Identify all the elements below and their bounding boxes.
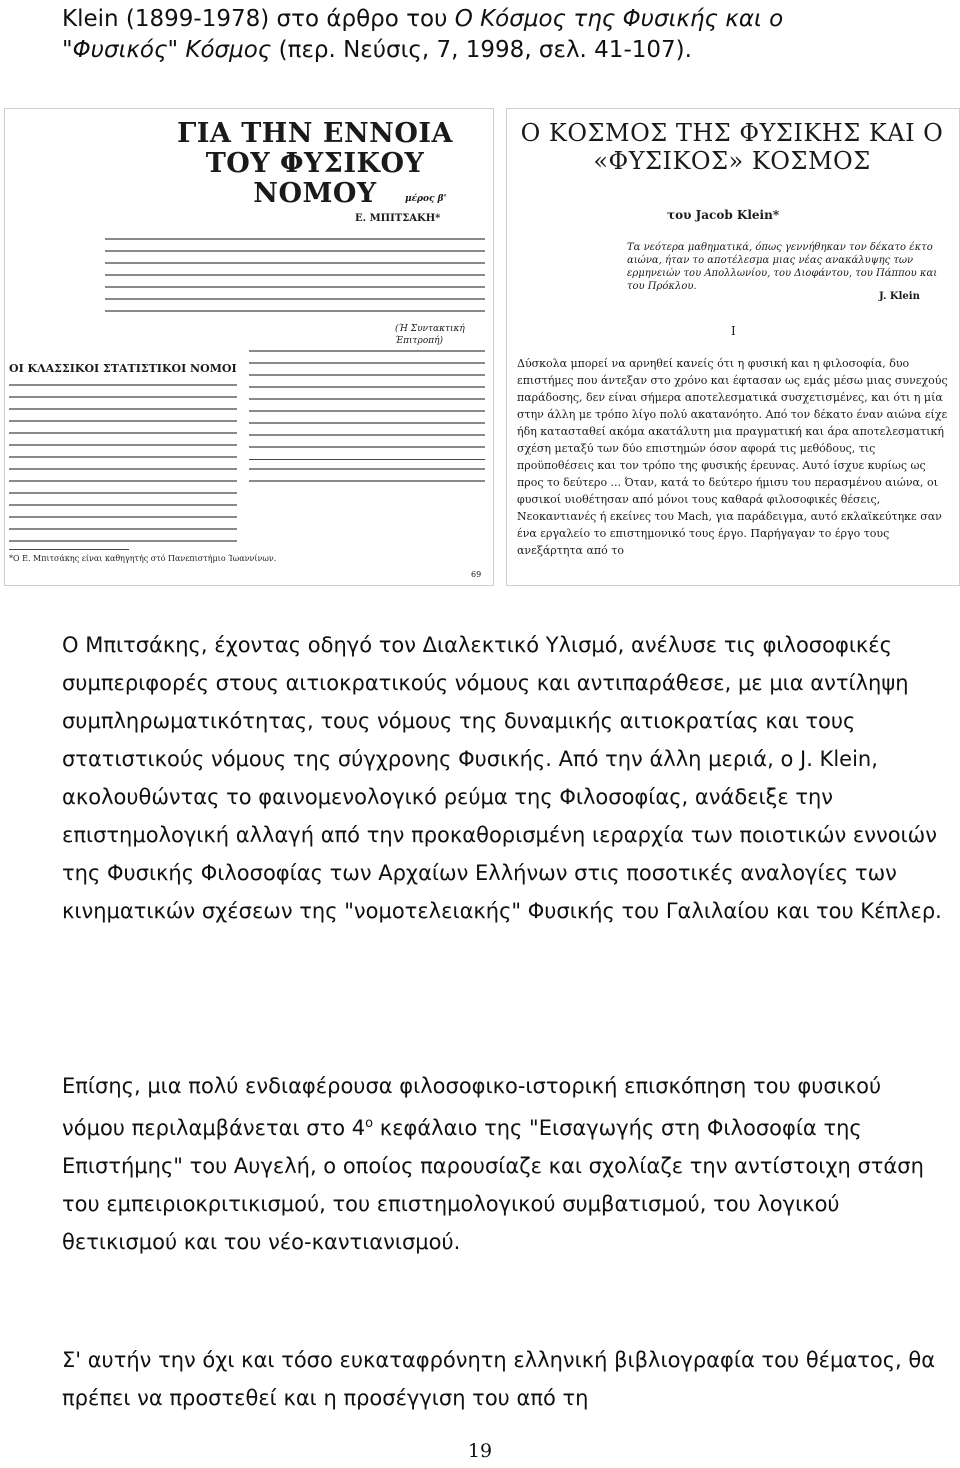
scan-left-author: Ε. ΜΠΙΤΣΑΚΗ*	[355, 213, 441, 224]
scan-left-col1-text	[9, 381, 237, 543]
scanned-article-klein	[506, 108, 960, 586]
scan-left-part: μέρος β'	[405, 194, 447, 204]
scan-left-intro-text	[105, 235, 485, 319]
scan-right-section-numeral: I	[731, 324, 736, 338]
header-article-title: Ο Κόσμος της Φυσικής και ο	[454, 6, 784, 32]
scan-left-col2-text	[249, 347, 485, 451]
header-line-2	[62, 35, 942, 66]
paragraph-3	[62, 1341, 942, 1417]
header-article-title-cont: "Φυσικός" Κόσμος	[62, 37, 272, 63]
scan-right-body: Δύσκολα μπορεί να αρνηθεί κανείς ότι η φυσική και η φιλοσοφία, δυο επιστήμες που άντεξαν στο χρόνο και έφτασαν ως εμάς μέσω μιας συνεχούς παράδοσης, δεν είναι σήμερα αποτελεσματικά συσχετισμένες, και ότι η μία στην άλλη με τρόπο λίγο πολύ ακατανόητο. Από τον δέκατο έναν αιώνα είχε ήδη κατασταθεί ακόμα ακατάλυτη μια πραγματική και άρα αποτελεσματική σχέση μεταξύ των δύο επιστημών όσον αφορά τις μεθόδους, τις προϋποθέσεις και τον τρόπο της φυσικής έρευνας. Αυτό ίσχυε κυρίως ως προς το δεύτερο ... Όταν, κατά το δεύτερο ήμισυ του περασμένου αιώνα, οι φυσικοί υιοθέτησαν από μόνοι τους καθαρά φιλοσοφικές θέσεις, Νεοκαντιανές ή εκείνες του Mach, για παράδειγμα, αυτό εκλαϊκεύτηκε σαν ένα εργαλείο το επιστημονικό τους έργο. Παρήγαγαν το έργο τους ανεξάρτητα από το	[517, 357, 948, 557]
paragraph-1	[62, 626, 942, 930]
paragraph-2-text	[62, 1067, 942, 1261]
paragraph-2	[62, 1067, 942, 1261]
paragraph-2-part-1: Επίσης, μια πολύ ενδιαφέρουσα φιλοσοφικο-ιστορική επισκόπηση του φυσικού νόμου περιλαμβάνεται στο 4	[62, 1074, 882, 1140]
scan-left-section-title: ΟΙ ΚΛΑΣΣΙΚΟΙ ΣΤΑΤΙΣΤΙΚΟΙ ΝΟΜΟΙ	[9, 362, 237, 375]
header-line-1	[62, 4, 942, 35]
scan-left-editor-note: (Ή Συντακτική Έπιτροπή)	[395, 324, 465, 346]
ordinal-superscript: ο	[365, 1116, 374, 1131]
scan-right-title: Ο ΚΟΣΜΟΣ ΤΗΣ ΦΥΣΙΚΗΣ ΚΑΙ Ο «ΦΥΣΙΚΟΣ» ΚΟΣΜΟΣ	[520, 119, 944, 175]
scan-left-rule	[9, 549, 129, 550]
page-header	[62, 4, 942, 66]
scan-right-author: του Jacob Klein*	[667, 208, 780, 222]
header-citation: (περ. Νεύσις, 7, 1998, σελ. 41-107).	[271, 37, 692, 63]
paragraph-1-text: Ο Μπιτσάκης, έχοντας οδηγό τον Διαλεκτικό Υλισμό, ανέλυσε τις φιλοσοφικές συμπεριφορές στους αιτιοκρατικούς νόμους και αντιπαράθεσε, με μια αντίληψη συμπληρωματικότητας, τους νόμους της δυναμικής αιτιοκρατίας και τους στατιστικούς νόμους της σύγχρονης Φυσικής. Από την άλλη μεριά, ο J. Klein, ακολουθώντας το φαινομενολογικό ρεύμα της Φιλοσοφίας, ανάδειξε την επιστημολογική αλλαγή από την προκαθορισμένη ιεραρχία των ποιοτικών εννοιών της Φυσικής Φιλοσοφίας των Αρχαίων Ελλήνων στις ποσοτικές αναλογίες των κινηματικών σχέσεων της "νομοτελειακής" Φυσικής του Γαλιλαίου και του Κέπλερ.	[62, 633, 942, 923]
page-number: 19	[467, 1440, 493, 1462]
header-text: Klein (1899-1978) στο άρθρο του	[62, 6, 455, 32]
paragraph-3-text: Σ' αυτήν την όχι και τόσο ευκαταφρόνητη ελληνική βιβλιογραφία του θέματος, θα πρέπει να προστεθεί και η προσέγγιση του από τη	[62, 1348, 936, 1410]
scan-left-page-number: 69	[471, 570, 482, 579]
scan-left-footnote-text	[249, 465, 485, 491]
scanned-article-bitsakis	[4, 108, 494, 586]
scan-left-footnote-rule	[249, 459, 485, 460]
scan-right-epigraph-author: J. Klein	[879, 291, 920, 302]
scan-right-epigraph: Τα νεότερα μαθηματικά, όπως γεννήθηκαν τον δέκατο έκτο αιώνα, ήταν το αποτέλεσμα μιας νέας ανακάλυψης των ερμηνειών του Απολλωνίου, του Διοφάντου, του Πάππου και του Πρόκλου.	[627, 242, 938, 292]
scan-left-title: ΓΙΑ ΤΗΝ ΕΝΝΟΙΑ ΤΟΥ ΦΥΣΙΚΟΥ ΝΟΜΟΥ	[177, 118, 453, 209]
paragraph-2-part-2: κεφάλαιο της "Εισαγωγής στη Φιλοσοφία της Επιστήμης" του Αυγελή, ο οποίος παρουσίαζε και σχολίαζε την αντίστοιχη στάση του εμπειριοκριτικισμού, του επιστημολογικού συμβατισμού, του λογικού θετικισμού και του νέο-καντιανισμού.	[62, 1116, 924, 1254]
scan-left-footnote: *Ο Ε. Μπιτσάκης είναι καθηγητής στό Πανεπιστήμιο Ίωαννίνων.	[9, 554, 277, 563]
